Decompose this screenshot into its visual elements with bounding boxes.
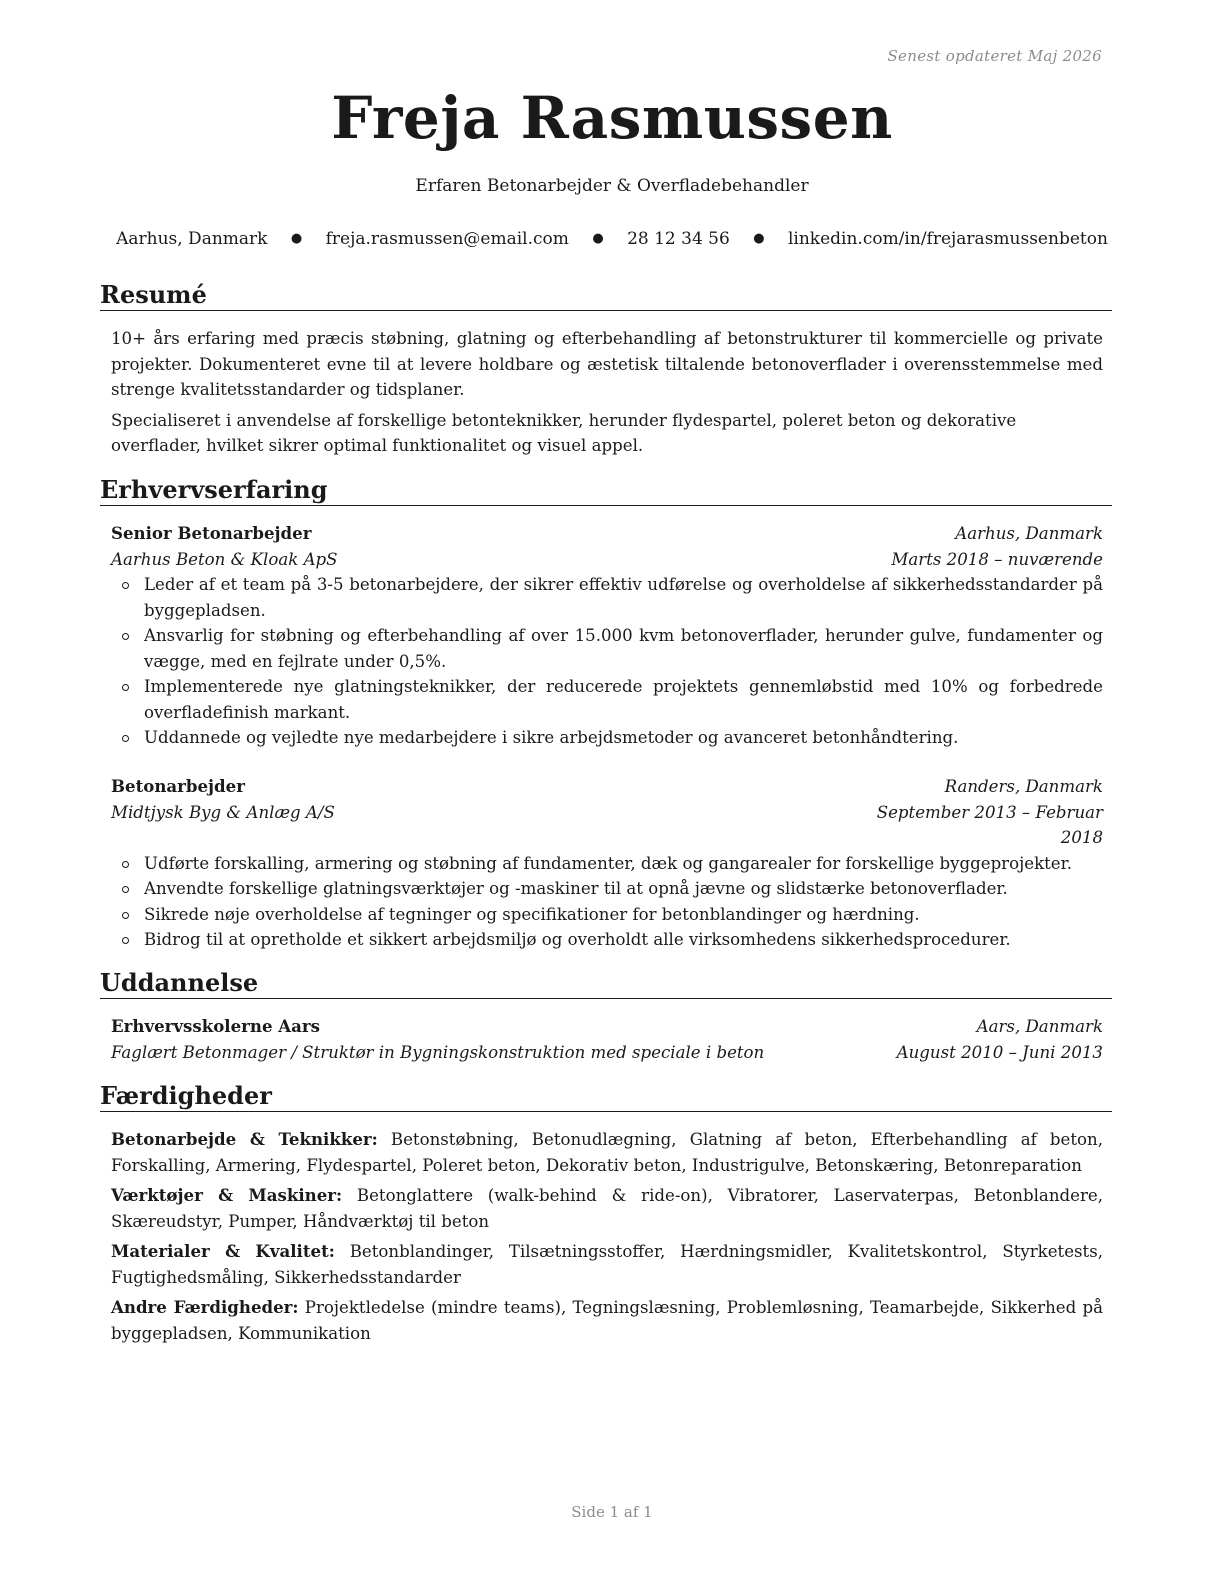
job-entry <box>111 521 1103 751</box>
list-item: Anvendte forskellige glatningsværktøjer og -maskiner til at opnå jævne og slidstærke betonoverflader. <box>111 876 1103 902</box>
summary-paragraph: 10+ års erfaring med præcis støbning, glatning og efterbehandling af betonstrukturer til kommercielle og private projekter. Dokumenteret evne til at levere holdbare og æstetisk tiltalende betonoverflader i overensstemmelse med strenge kvalitetsstandarder og tidsplaner. <box>111 329 1103 399</box>
section-title-skills: Færdigheder <box>100 1082 1112 1112</box>
job-dates: Marts 2018 – nuværende <box>891 549 1103 569</box>
section-title-summary: Resumé <box>100 281 1112 311</box>
contact-location: Aarhus, Danmark <box>116 229 268 249</box>
skill-group-label: Andre Færdigheder: <box>111 1297 299 1317</box>
list-item: Bidrog til at opretholde et sikkert arbejdsmiljø og overholdt alle virksomhedens sikkerhedsprocedurer. <box>111 927 1103 953</box>
contact-linkedin[interactable]: linkedin.com/in/frejarasmussenbeton <box>787 229 1108 249</box>
summary-paragraph: Specialiseret i anvendelse af forskellige betonteknikker, herunder flydespartel, poleret beton og dekorative overflader, hvilket sikrer optimal funktionalitet og visuel appel. <box>111 410 1017 455</box>
job-bullets <box>111 572 1103 751</box>
job-location: Aarhus, Danmark <box>955 524 1103 543</box>
education-subheader-row <box>111 1040 1103 1066</box>
education-entry <box>111 1014 1103 1065</box>
skill-group-text: Projektledelse (mindre teams), Tegningslæsning, Problemløsning, Teamarbejde, Sikkerhed på byggepladsen, Kommunikation <box>111 1298 1103 1343</box>
job-subheader-row <box>111 547 1103 573</box>
education-degree: Faglært Betonmager / Struktør in Bygningskonstruktion med speciale i beton <box>111 1042 765 1062</box>
section-title-education: Uddannelse <box>100 969 1112 999</box>
skill-group-label: Betonarbejde & Teknikker: <box>111 1129 378 1149</box>
list-item: Sikrede nøje overholdelse af tegninger og specifikationer for betonblandinger og hærdning. <box>111 902 1103 928</box>
job-role: Senior Betonarbejder <box>111 523 312 543</box>
contact-line <box>0 229 1224 249</box>
skills-section <box>111 1127 1103 1351</box>
list-item: Uddannede og vejledte nye medarbejdere i sikre arbejdsmetoder og avanceret betonhåndtering. <box>111 725 1103 751</box>
skill-group <box>111 1127 1103 1178</box>
skill-group-label: Værktøjer & Maskiner: <box>111 1185 343 1205</box>
list-item: Udførte forskalling, armering og støbning af fundamenter, dæk og gangarealer for forskellige byggeprojekter. <box>111 851 1103 877</box>
job-header-row <box>111 521 1103 547</box>
job-entry <box>111 774 1103 953</box>
education-dates: August 2010 – Juni 2013 <box>896 1042 1103 1062</box>
skill-group <box>111 1183 1103 1234</box>
skill-group <box>111 1239 1103 1290</box>
job-location: Randers, Danmark <box>944 777 1103 796</box>
contact-phone: 28 12 34 56 <box>627 229 730 249</box>
headline: Erfaren Betonarbejder & Overfladebehandler <box>415 176 809 196</box>
section-title-experience: Erhvervserfaring <box>100 476 1112 506</box>
education-school: Erhvervsskolerne Aars <box>111 1016 321 1036</box>
job-bullets <box>111 851 1103 953</box>
list-item: Ansvarlig for støbning og efterbehandling af over 15.000 kvm betonoverflader, herunder gulve, fundamenter og vægge, med en fejlrate under 0,5%. <box>111 623 1103 674</box>
job-dates: September 2013 – Februar 2018 <box>876 802 1103 847</box>
education-location: Aars, Danmark <box>976 1017 1103 1036</box>
skill-group <box>111 1295 1103 1346</box>
contact-email[interactable]: freja.rasmussen@email.com <box>325 229 569 249</box>
education-header-row <box>111 1014 1103 1040</box>
job-subheader-row <box>111 800 1103 851</box>
skill-group-text: Betonglattere (walk-behind & ride-on), Vibratorer, Laservaterpas, Betonblandere, Skæreudstyr, Pumper, Håndværktøj til beton <box>111 1186 1103 1231</box>
candidate-name: Freja Rasmussen <box>331 84 893 152</box>
list-item: Implementerede nye glatningsteknikker, der reducerede projektets gennemløbstid med 10% og forbedrede overfladefinish markant. <box>111 674 1103 725</box>
job-company: Midtjysk Byg & Anlæg A/S <box>111 802 335 822</box>
list-item: Leder af et team på 3-5 betonarbejdere, der sikrer effektiv udførelse og overholdelse af sikkerhedsstandarder på byggepladsen. <box>111 572 1103 623</box>
skill-group-label: Materialer & Kvalitet: <box>111 1241 335 1261</box>
skill-group-text: Betonblandinger, Tilsætningsstoffer, Hærdningsmidler, Kvalitetskontrol, Styrketests, Fugtighedsmåling, Sikkerhedsstandarder <box>111 1242 1104 1287</box>
skill-group-text: Betonstøbning, Betonudlægning, Glatning af beton, Efterbehandling af beton, Forskalling, Armering, Flydespartel, Poleret beton, Dekorativ beton, Industrigulve, Betonskæring, Betonreparation <box>111 1130 1103 1175</box>
bullet-separator-icon: ● <box>753 231 765 246</box>
summary-section <box>111 326 1103 464</box>
job-role: Betonarbejder <box>111 776 245 796</box>
job-header-row <box>111 774 1103 800</box>
bullet-separator-icon: ● <box>290 231 303 246</box>
bullet-separator-icon: ● <box>592 231 604 246</box>
job-company: Aarhus Beton & Kloak ApS <box>111 549 338 569</box>
last-updated: Senest opdateret Maj 2026 <box>887 47 1102 65</box>
page-number: Side 1 af 1 <box>571 1503 653 1521</box>
